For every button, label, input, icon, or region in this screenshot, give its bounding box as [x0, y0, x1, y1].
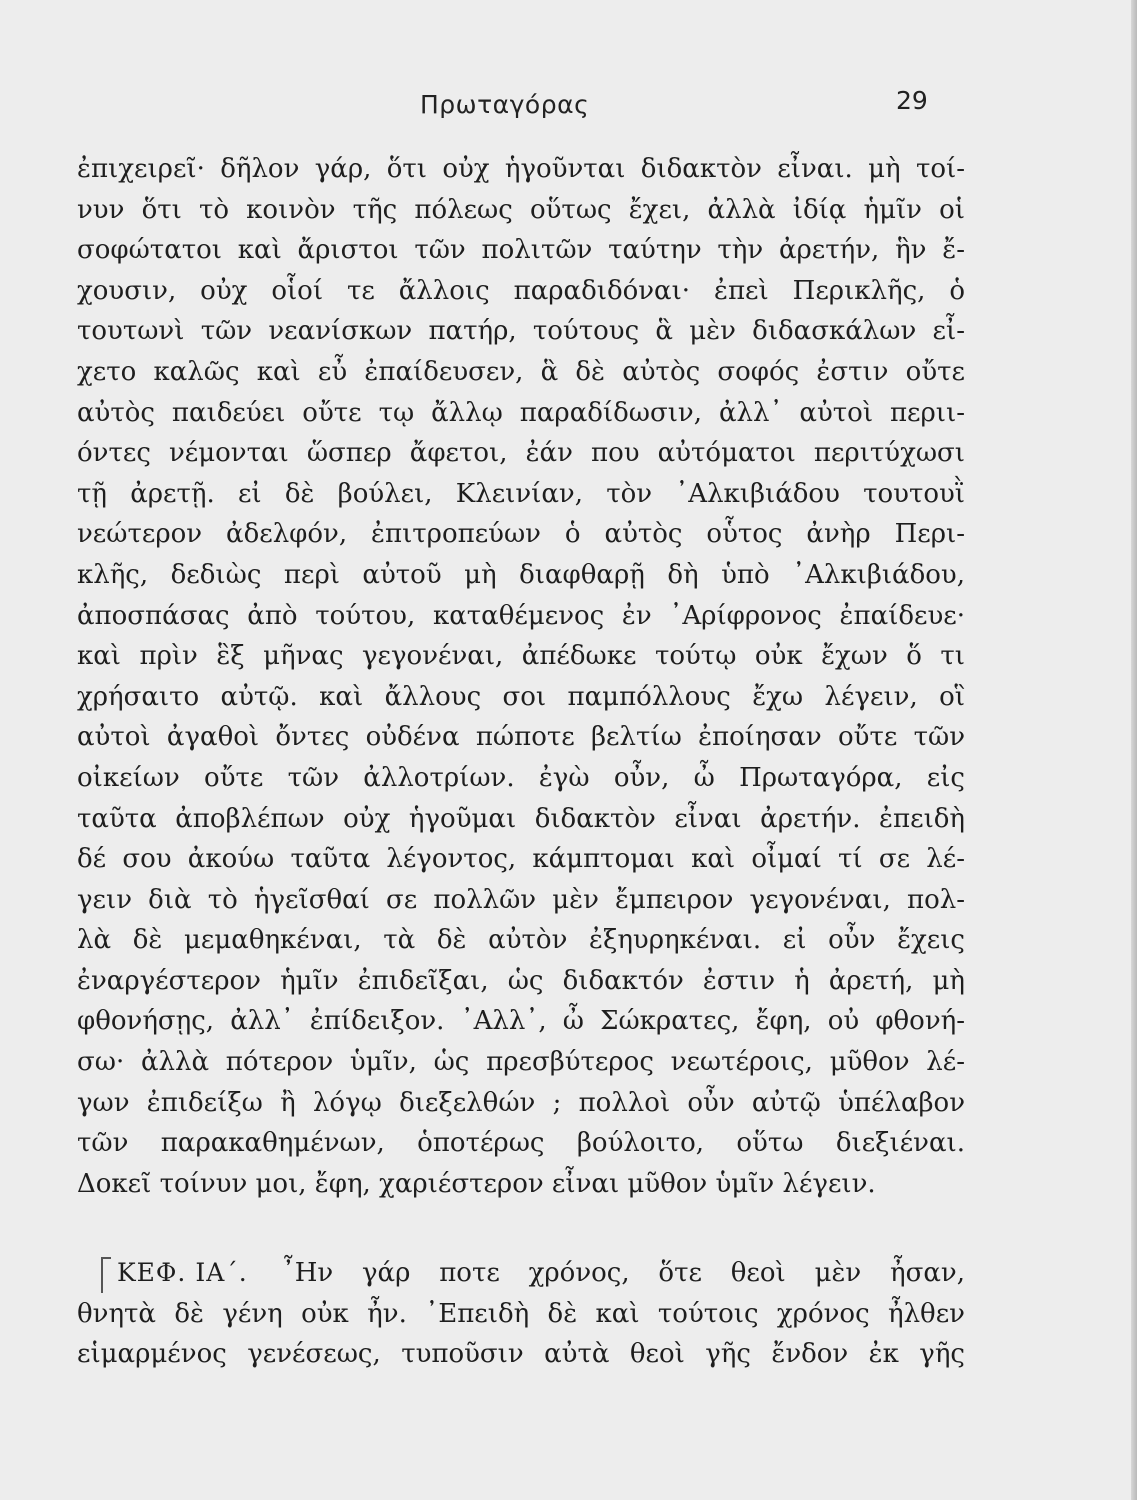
text-line: νυν ὅτι τὸ κοινὸν τῆς πόλεως οὕτως ἔχει, ἀλλὰ ἰδίᾳ ἡμῖν οἱ — [77, 194, 965, 225]
text-line: δέ σου ἀκούω ταῦτα λέγοντος, κάμπτομαι καὶ οἶμαί τί σε λέ- — [77, 844, 965, 875]
text-line: οἰκείων οὔτε τῶν ἀλλοτρίων. ἐγὼ οὖν, ὦ Πρωταγόρα, εἰς — [77, 762, 965, 793]
text-line: ἐπιχειρεῖ· δῆλον γάρ, ὅτι οὐχ ἡγοῦνται διδακτὸν εἶναι. μὴ τοί- — [77, 154, 965, 184]
text-line: κλῆς, δεδιὼς περὶ αὐτοῦ μὴ διαφθαρῇ δὴ ὑπὸ ᾽Αλκιβιάδου, — [77, 559, 965, 590]
text-line: γειν διὰ τὸ ἡγεῖσθαί σε πολλῶν μὲν ἔμπειρον γεγονέναι, πολ- — [77, 884, 965, 915]
text-line: τουτωνὶ τῶν νεανίσκων πατήρ, τούτους ἃ μὲν διδασκάλων εἶ- — [77, 316, 965, 347]
text-line: χουσιν, οὐχ οἷοί τε ἄλλοις παραδιδόναι· ἐπεὶ Περικλῆς, ὁ — [77, 275, 965, 306]
text-line: γων ἐπιδείξω ἢ λόγῳ διεξελθών ; πολλοὶ οὖν αὐτῷ ὑπέλαβον — [77, 1087, 965, 1118]
text-line: καὶ πρὶν ἓξ μῆνας γεγονέναι, ἀπέδωκε τούτῳ οὐκ ἔχων ὅ τι — [77, 641, 965, 672]
text-line: εἱμαρμένος γενέσεως, τυποῦσιν αὐτὰ θεοὶ γῆς ἔνδον ἐκ γῆς — [77, 1339, 965, 1370]
text-line: θνητὰ δὲ γένη οὐκ ἦν. ᾿Επειδὴ δὲ καὶ τούτοις χρόνος ἦλθεν — [77, 1298, 965, 1329]
text-line: χετο καλῶς καὶ εὖ ἐπαίδευσεν, ἃ δὲ αὐτὸς σοφός ἐστιν οὔτε — [77, 356, 965, 387]
body-text — [77, 149, 965, 1204]
page-number: 29 — [896, 86, 928, 115]
text-line: τῇ ἀρετῇ. εἰ δὲ βούλει, Κλεινίαν, τὸν ᾽Αλκιβιάδου τουτουῒ — [77, 478, 965, 509]
text-line: λὰ δὲ μεμαθηκέναι, τὰ δὲ αὐτὸν ἐξηυρηκέναι. εἰ οὖν ἔχεις — [77, 925, 965, 956]
text-line: αὐτοὶ ἀγαθοὶ ὄντες οὐδένα πώποτε βελτίω ἐποίησαν οὔτε τῶν — [77, 722, 965, 753]
text-line: φθονήσῃς, ἀλλ᾽ ἐπίδειξον. ᾽Αλλ᾽, ὦ Σώκρατες, ἔφη, οὐ φθονή- — [77, 1006, 965, 1037]
text-line: αὐτὸς παιδεύει οὔτε τῳ ἄλλῳ παραδίδωσιν, ἀλλ᾽ αὐτοὶ περιι- — [77, 397, 965, 428]
text-line: όντες νέμονται ὥσπερ ἄφετοι, ἐάν που αὐτόματοι περιτύχωσι — [77, 438, 965, 469]
bracket-mark — [101, 1257, 111, 1293]
running-head — [0, 84, 1137, 128]
text-line: ῏Ην γάρ ποτε χρόνος, ὅτε θεοὶ μὲν ἦσαν, — [281, 1258, 965, 1288]
text-line: ταῦτα ἀποβλέπων οὐχ ἡγοῦμαι διδακτὸν εἶναι ἀρετήν. ἐπειδὴ — [77, 803, 965, 834]
text-line: ἀποσπάσας ἀπὸ τούτου, καταθέμενος ἐν ᾽Αρίφρονος ἐπαίδευε· — [77, 600, 965, 631]
text-line: χρήσαιτο αὐτῷ. καὶ ἄλλους σοι παμπόλλους ἔχω λέγειν, οἳ — [77, 681, 965, 712]
chapter-heading — [77, 1253, 248, 1294]
running-title: Πρωταγόρας — [420, 90, 590, 119]
text-line: Δοκεῖ τοίνυν μοι, ἔφη, χαριέστερον εἶναι μῦθον ὑμῖν λέγειν. — [77, 1168, 876, 1199]
text-line: σω· ἀλλὰ πότερον ὑμῖν, ὡς πρεσβύτερος νεωτέροις, μῦθον λέ- — [77, 1047, 965, 1078]
chapter-section — [77, 1253, 965, 1375]
chapter-label: ΚΕΦ. ΙΑ΄. — [117, 1258, 248, 1287]
text-line: τῶν παρακαθημένων, ὁποτέρως βούλοιτο, οὕτω διεξιέναι. — [77, 1128, 965, 1159]
chapter-first-line — [77, 1253, 965, 1294]
text-line: νεώτερον ἀδελφόν, ἐπιτροπεύων ὁ αὐτὸς οὗτος ἀνὴρ Περι- — [77, 519, 965, 550]
page-edge-shadow — [1131, 0, 1137, 1500]
text-line: ἐναργέστερον ἡμῖν ἐπιδεῖξαι, ὡς διδακτόν ἐστιν ἡ ἀρετή, μὴ — [77, 965, 965, 996]
text-line: σοφώτατοι καὶ ἄριστοι τῶν πολιτῶν ταύτην τὴν ἀρετήν, ἣν ἔ- — [77, 235, 965, 266]
